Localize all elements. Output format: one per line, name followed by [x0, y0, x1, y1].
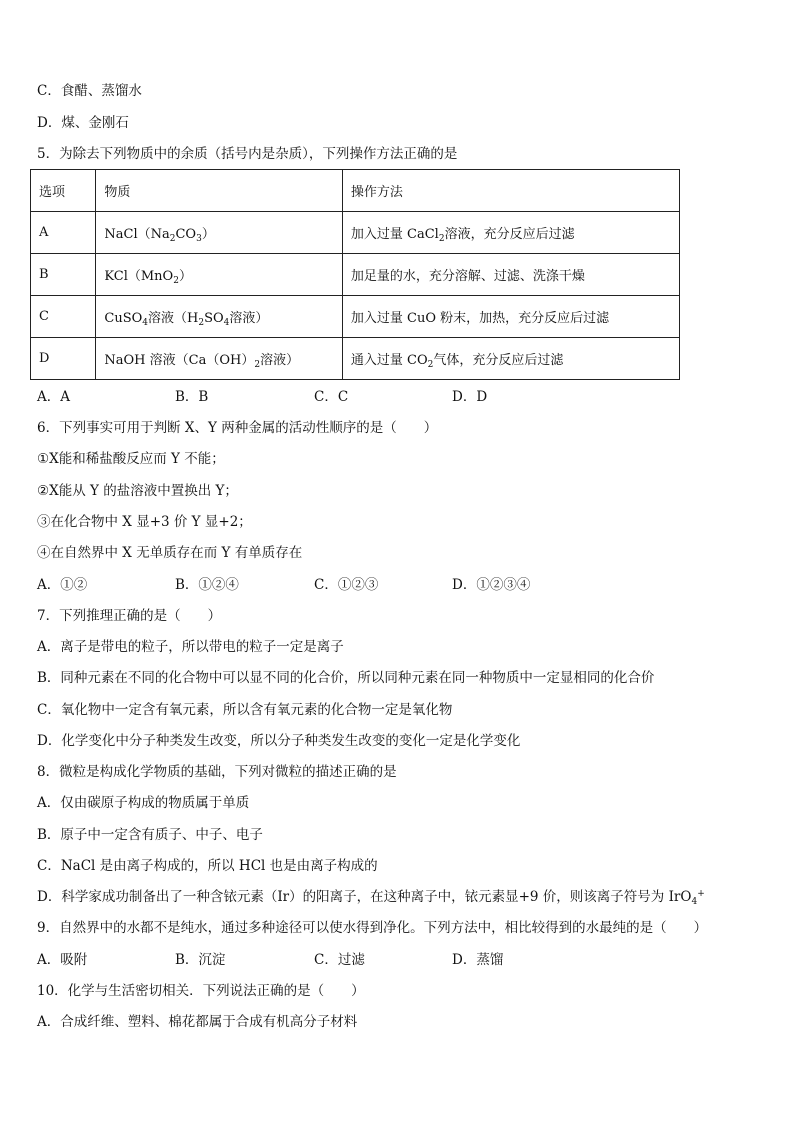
q4-option-c: C．食醋、蒸馏水: [37, 83, 142, 99]
table-cell-substance: NaOH 溶液（$Ca(OH)_2$溶液）: [96, 338, 343, 380]
q8-option-c: C．NaCl 是由离子构成的，所以 HCl 也是由离子构成的: [37, 858, 378, 874]
q7-option-c: C．氧化物中一定含有氧元素，所以含有氧元素的化合物一定是氧化物: [37, 702, 453, 718]
q5-option-c: C．C: [314, 389, 349, 405]
q5-options: [37, 388, 737, 406]
table-cell-option: B: [31, 254, 96, 296]
table-cell-substance: KCl（MnO$_2$）: [96, 254, 343, 296]
q6-fact-1: ①X能和稀盐酸反应而 Y 不能；: [37, 451, 225, 467]
q9-stem: 9．自然界中的水都不是纯水，通过多种途径可以使水得到净化。下列方法中，相比较得到的水最纯的是（ ）: [37, 920, 708, 936]
q9-option-c: C．过滤: [314, 952, 365, 968]
q6-stem: 6．下列事实可用于判断 X、Y 两种金属的活动性顺序的是（ ）: [37, 420, 438, 436]
table-cell-option: C: [31, 296, 96, 338]
q6-options: [37, 576, 737, 594]
q9-option-a: A．吸附: [37, 952, 88, 968]
table-cell-substance: CuSO$_4$溶液（$H_2SO_4$溶液）: [96, 296, 343, 338]
table-cell-method: 通入过量 $CO_2$气体，充分反应后过滤: [342, 338, 679, 380]
table-row: [31, 338, 680, 380]
table-header-cell: 物质: [96, 170, 343, 212]
q9-option-b: B．沉淀: [175, 952, 226, 968]
q6-fact-4: ④在自然界中 X 无单质存在而 Y 有单质存在: [37, 545, 303, 561]
q5-option-b: B．B: [175, 389, 209, 405]
q8-option-a: A．仅由碳原子构成的物质属于单质: [37, 795, 250, 811]
table-cell-option: D: [31, 338, 96, 380]
q5-option-d: D．D: [452, 389, 488, 405]
table-header-cell: 操作方法: [342, 170, 679, 212]
q7-stem: 7．下列推理正确的是（ ）: [37, 608, 222, 624]
table-cell-method: 加入过量 CaCl$_2$溶液，充分反应后过滤: [342, 212, 679, 254]
table-cell-method: 加足量的水，充分溶解、过滤、洗涤干燥: [342, 254, 679, 296]
table-row: [31, 296, 680, 338]
q6-option-b: B．①②④: [175, 577, 239, 593]
q6-option-d: D．①②③④: [452, 577, 531, 593]
q5-table: [30, 169, 680, 380]
q6-fact-3: ③在化合物中 X 显+3 价 Y 显+2；: [37, 514, 252, 530]
table-row: [31, 254, 680, 296]
q7-option-d: D．化学变化中分子种类发生改变，所以分子种类发生改变的变化一定是化学变化: [37, 733, 521, 749]
q5-option-a: A．A: [37, 389, 70, 405]
q5-stem: 5．为除去下列物质中的余质（括号内是杂质），下列操作方法正确的是: [37, 146, 458, 162]
q9-options: [37, 951, 737, 969]
table-cell-option: A: [31, 212, 96, 254]
q8-stem: 8．微粒是构成化学物质的基础，下列对微粒的描述正确的是: [37, 764, 397, 780]
table-header-cell: 选项: [31, 170, 96, 212]
q9-option-d: D．蒸馏: [452, 952, 504, 968]
table-row: [31, 212, 680, 254]
table-cell-method: 加入过量 CuO 粉末，加热，充分反应后过滤: [342, 296, 679, 338]
q6-option-c: C．①②③: [314, 577, 379, 593]
q6-option-a: A．①②: [37, 577, 88, 593]
q8-option-d: D．科学家成功制备出了一种含铱元素（Ir）的阳离子，在这种离子中，铱元素显+9 价，则该离子符号为 IrO$_4$+: [37, 889, 705, 907]
table-cell-substance: $NaCl(Na_2CO_3)$: [96, 212, 343, 254]
q6-fact-2: ②X能从 Y 的盐溶液中置换出 Y；: [37, 483, 238, 499]
table-header-row: [31, 170, 680, 212]
q7-option-b: B．同种元素在不同的化合物中可以显不同的化合价，所以同种元素在同一种物质中一定显相同的化合价: [37, 670, 655, 686]
q8-option-b: B．原子中一定含有质子、中子、电子: [37, 827, 263, 843]
q10-option-a: A．合成纤维、塑料、棉花都属于合成有机高分子材料: [37, 1014, 358, 1030]
q4-option-d: D．煤、金刚石: [37, 115, 129, 131]
q7-option-a: A．离子是带电的粒子，所以带电的粒子一定是离子: [37, 639, 344, 655]
q10-stem: 10．化学与生活密切相关．下列说法正确的是（ ）: [37, 983, 365, 999]
